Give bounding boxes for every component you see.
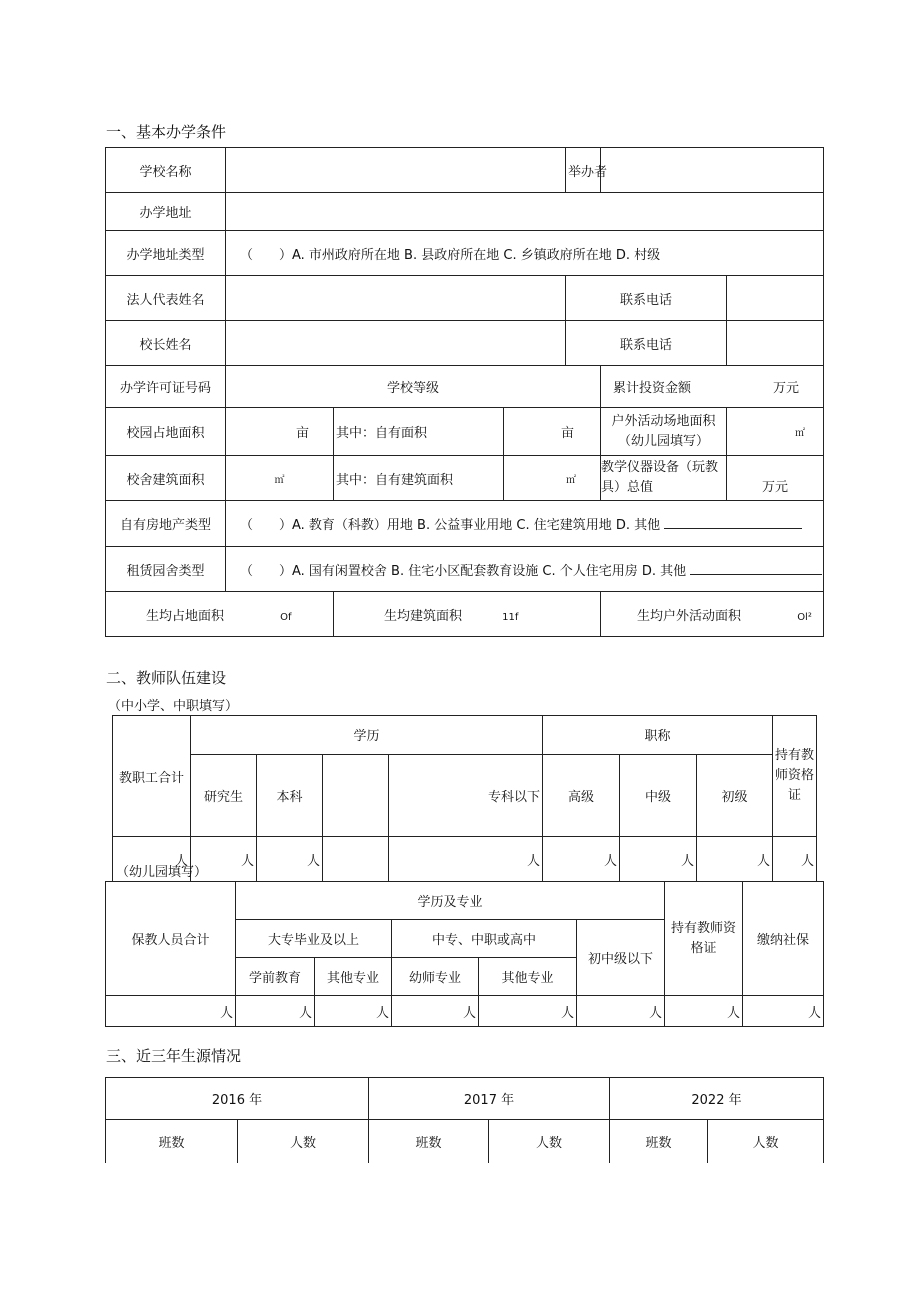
class-count-2016: 班数 [106, 1120, 238, 1163]
per-land-unit: Of [280, 611, 292, 623]
t1-cell-bachelor[interactable]: 人 [257, 837, 323, 882]
per-outdoor-cell[interactable] [601, 592, 824, 637]
t2-col-other-2: 其他专业 [479, 958, 577, 996]
t2-col-preschool: 学前教育 [236, 958, 315, 996]
equipment-unit[interactable]: 万元 [727, 456, 824, 501]
year-2022: 2022 年 [610, 1078, 824, 1120]
t2-cell-total[interactable]: 人 [106, 996, 236, 1027]
school-name-field[interactable] [226, 148, 566, 193]
own-building-unit[interactable]: ㎡ [504, 456, 601, 501]
t2-cell-kindergarten[interactable]: 人 [392, 996, 479, 1027]
t2-edu-label: 学历及专业 [236, 882, 665, 920]
property-type-label: 自有房地产类型 [106, 501, 226, 547]
section2-title: 二、教师队伍建设 [106, 669, 227, 687]
per-land-label: 生均占地面积 [146, 608, 225, 624]
t2-cell-junior[interactable]: 人 [577, 996, 665, 1027]
per-building-label: 生均建筑面积 [384, 608, 463, 624]
t2-cell-insurance[interactable]: 人 [743, 996, 824, 1027]
lease-other-blank[interactable] [690, 562, 822, 575]
building-area-label: 校舍建筑面积 [106, 456, 226, 501]
t1-cell-senior[interactable]: 人 [543, 837, 620, 882]
t1-total-label: 教职工合计 [113, 716, 191, 837]
t1-cell-middle[interactable]: 人 [620, 837, 697, 882]
phone-label-2: 联系电话 [566, 321, 727, 366]
t2-college-label: 大专毕业及以上 [236, 920, 392, 958]
year-2017: 2017 年 [369, 1078, 610, 1120]
t1-cert-label: 持有教师资格证 [773, 716, 817, 837]
address-type-options[interactable]: （ ）A. 市州政府所在地 B. 县政府所在地 C. 乡镇政府所在地 D. 村级 [226, 231, 824, 276]
t1-col-junior: 初级 [697, 754, 773, 836]
class-count-2022: 班数 [610, 1120, 708, 1163]
address-label: 办学地址 [106, 193, 226, 231]
phone-label: 联系电话 [566, 276, 727, 321]
t2-insurance-label: 缴纳社保 [743, 882, 824, 996]
year-2016: 2016 年 [106, 1078, 369, 1120]
principal-field[interactable] [226, 321, 566, 366]
grade-label: 学校等级 [226, 366, 601, 408]
property-other-blank[interactable] [664, 516, 802, 529]
lease-type-cell[interactable] [226, 547, 824, 592]
t2-cell-other-2[interactable]: 人 [479, 996, 577, 1027]
per-outdoor-label: 生均户外活动面积 [637, 608, 742, 624]
teacher-table-primary [112, 715, 817, 882]
property-type-cell[interactable] [226, 501, 824, 547]
lease-type-label: 租赁园舍类型 [106, 547, 226, 592]
legal-rep-label: 法人代表姓名 [106, 276, 226, 321]
lease-type-options: （ ）A. 国有闲置校舍 B. 住宅小区配套教育设施 C. 个人住宅用房 D. 其他 [240, 563, 687, 579]
t2-cell-other-1[interactable]: 人 [315, 996, 392, 1027]
t1-cell-total[interactable]: 人 [113, 837, 191, 882]
t1-cell-cert[interactable]: 人 [773, 837, 817, 882]
class-count-2017: 班数 [369, 1120, 489, 1163]
t2-cell-cert[interactable]: 人 [665, 996, 743, 1027]
t1-cell-graduate[interactable]: 人 [191, 837, 257, 882]
property-type-options: （ ）A. 教育（科教）用地 B. 公益事业用地 C. 住宅建筑用地 D. 其他 [240, 518, 661, 533]
campus-area-unit[interactable]: 亩 [226, 408, 334, 456]
t2-col-other-1: 其他专业 [315, 958, 392, 996]
t1-col-blank [323, 754, 389, 836]
investment-label: 累计投资金额 [613, 381, 692, 396]
note-primary: （中小学、中职填写） [108, 699, 239, 714]
investment-unit: 万元 [773, 381, 800, 396]
t2-secondary-label: 中专、中职或高中 [392, 920, 577, 958]
address-field[interactable] [226, 193, 824, 231]
phone-field-2[interactable] [727, 321, 824, 366]
people-count-2016: 人数 [238, 1120, 369, 1163]
basic-conditions-table [105, 147, 824, 637]
equipment-label: 教学仪器设备（玩教具）总值 [601, 456, 727, 501]
t2-total-label: 保教人员合计 [106, 882, 236, 996]
enrollment-table [105, 1077, 824, 1163]
phone-field[interactable] [727, 276, 824, 321]
own-area-label: 其中：自有面积 [334, 408, 504, 456]
organizer-label: 举办者 [566, 148, 601, 193]
t1-title-label: 职称 [543, 716, 773, 755]
t1-edu-label: 学历 [191, 716, 543, 755]
per-land-cell[interactable] [106, 592, 334, 637]
outdoor-area-unit[interactable]: ㎡ [727, 408, 824, 456]
outdoor-area-label: 户外活动场地面积（幼儿园填写） [601, 408, 727, 456]
t2-cert-label: 持有教师资格证 [665, 882, 743, 996]
people-count-2017: 人数 [489, 1120, 610, 1163]
section3-title: 三、近三年生源情况 [106, 1047, 242, 1065]
t1-col-bachelor: 本科 [257, 754, 323, 836]
t1-col-middle: 中级 [620, 754, 697, 836]
t1-cell-blank[interactable] [323, 837, 389, 882]
legal-rep-field[interactable] [226, 276, 566, 321]
organizer-field[interactable] [601, 148, 824, 193]
t2-junior-label: 初中级以下 [577, 920, 665, 996]
t1-col-graduate: 研究生 [191, 754, 257, 836]
principal-label: 校长姓名 [106, 321, 226, 366]
teacher-table-kindergarten [105, 881, 824, 1027]
people-count-2022: 人数 [708, 1120, 824, 1163]
t1-col-senior: 高级 [543, 754, 620, 836]
section1-title: 一、基本办学条件 [106, 123, 227, 141]
t2-col-kindergarten: 幼师专业 [392, 958, 479, 996]
t1-cell-junior[interactable]: 人 [697, 837, 773, 882]
building-area-unit[interactable]: ㎡ [226, 456, 334, 501]
own-area-unit[interactable]: 亩 [504, 408, 601, 456]
t2-cell-preschool[interactable]: 人 [236, 996, 315, 1027]
investment-cell[interactable] [601, 366, 824, 408]
per-outdoor-unit: Ol² [797, 611, 812, 623]
t1-cell-below-college[interactable]: 人 [389, 837, 543, 882]
own-building-label: 其中：自有建筑面积 [334, 456, 504, 501]
school-name-label: 学校名称 [106, 148, 226, 193]
note-kindergarten: （幼儿园填写） [116, 865, 208, 880]
per-building-unit: 11f [502, 611, 519, 623]
t1-col-below-college: 专科以下 [389, 754, 543, 836]
per-building-cell[interactable] [334, 592, 601, 637]
address-type-label: 办学地址类型 [106, 231, 226, 276]
license-label: 办学许可证号码 [106, 366, 226, 408]
campus-area-label: 校园占地面积 [106, 408, 226, 456]
